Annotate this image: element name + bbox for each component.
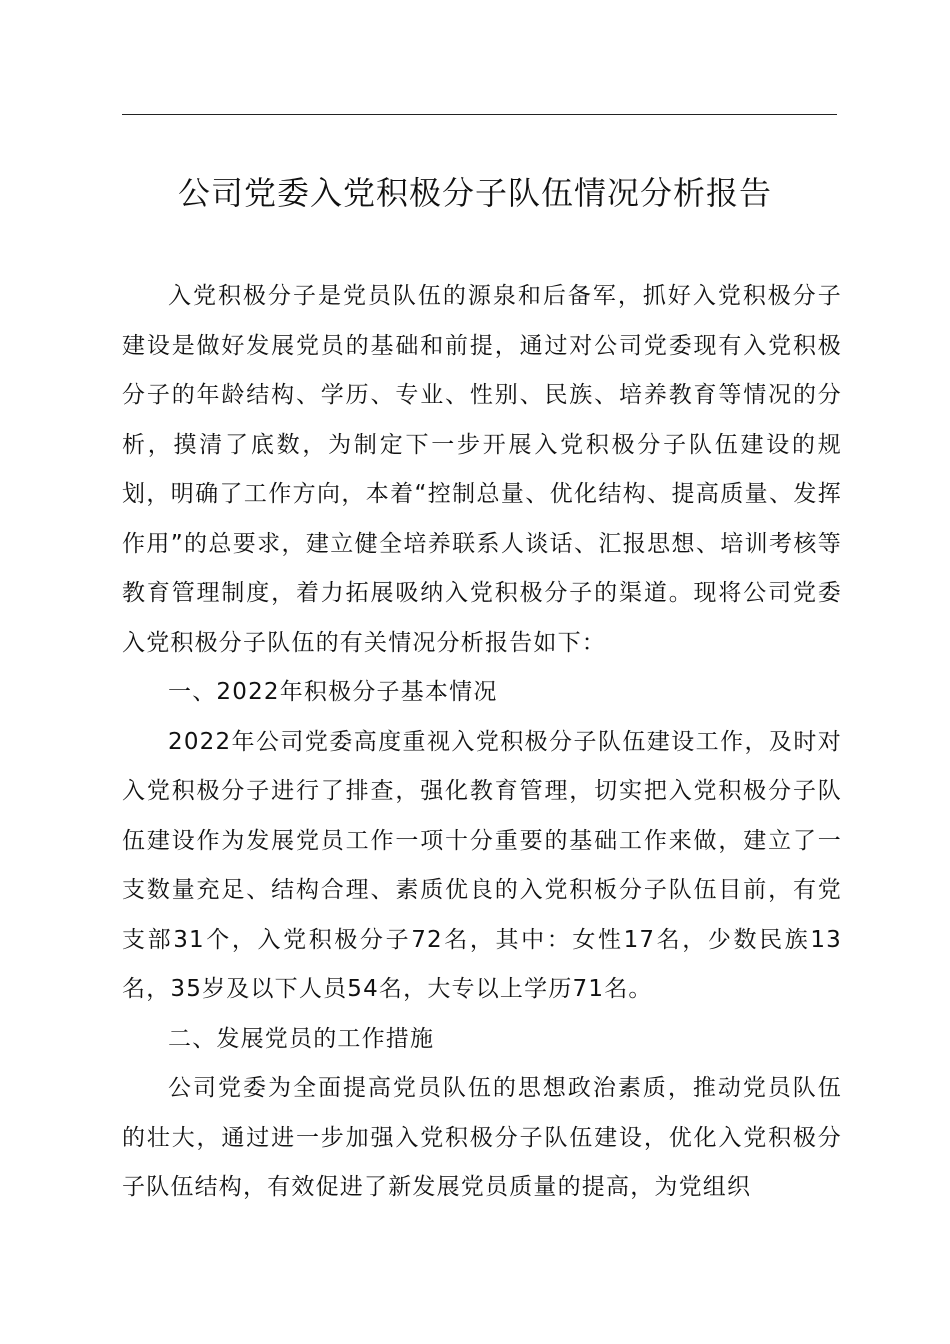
intro-paragraph: 入党积极分子是党员队伍的源泉和后备军，抓好入党积极分子建设是做好发展党员的基础和前提，通过对公司党委现有入党积极分子的年龄结构、学历、专业、性别、民族、培养教育等情况的分析，摸清了底数，为制定下一步开展入党积极分子队伍建设的规划，明确了工作方向，本着“控制总量、优化结构、提高质量、发挥作用”的总要求，建立健全培养联系人谈话、汇报思想、培训考核等教育管理制度，着力拓展吸纳入党积极分子的渠道。现将公司党委入党积极分子队伍的有关情况分析报告如下： [122, 283, 842, 656]
header-rule [122, 114, 837, 115]
basic-situation-paragraph: 2022年公司党委高度重视入党积极分子队伍建设工作，及时对入党积极分子进行了排查，强化教育管理，切实把入党积极分子队伍建设作为发展党员工作一项十分重要的基础工作来做，建立了一支数量充足、结构合理、素质优良的入党积板分子队伍目前，有党支部31个，入党积极分子72名，其中：女性17名，少数民族13名，35岁及以下人员54名，大专以上学历71名。 [122, 728, 842, 1002]
work-measures-paragraph: 公司党委为全面提高党员队伍的思想政治素质，推动党员队伍的壮大，通过进一步加强入党积极分子队伍建设，优化入党积极分子队伍结构，有效促进了新发展党员质量的提高，为党组织 [122, 1075, 842, 1200]
section-heading-basic-situation: 一、2022年积极分子基本情况 [168, 679, 498, 705]
section-heading-work-measures: 二、发展党员的工作措施 [168, 1025, 435, 1052]
document-title: 公司党委入党积极分子队伍情况分析报告 [177, 174, 772, 212]
document-body [122, 272, 842, 1213]
